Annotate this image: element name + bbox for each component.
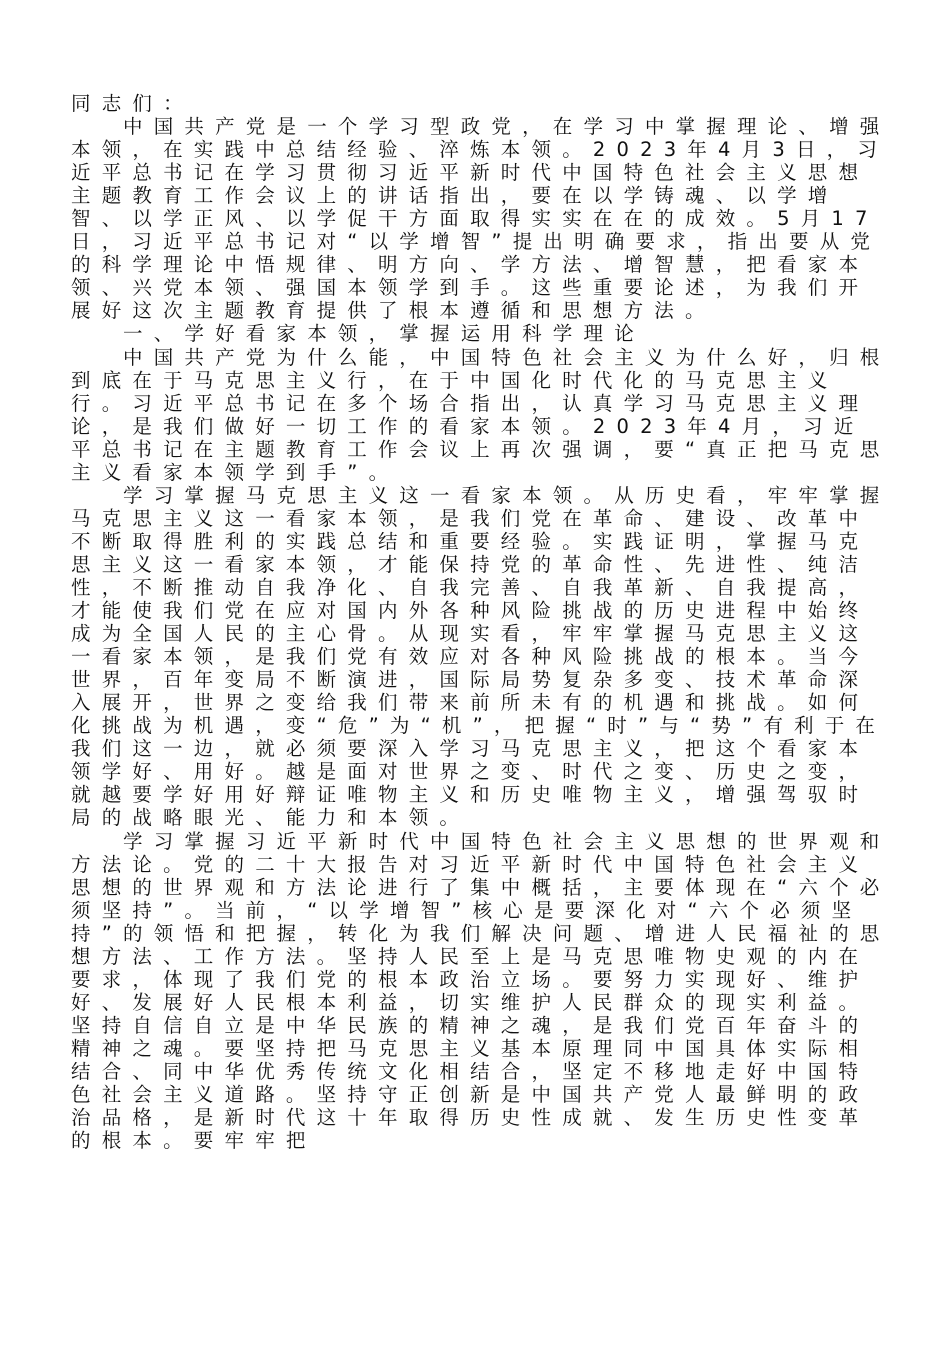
document-page — [71, 92, 893, 1152]
greeting: 同志们： — [71, 92, 194, 115]
paragraph-marxism: 学习掌握马克思主义这一看家本领。从历史看，牢牢掌握马克思主义这一看家本领，是我们党在革命、建设、改革中不断取得胜利的实践总结和重要经验。实践证明，掌握马克思主义这一看家本领，才能保持党的革命性、先进性、纯洁性，不断推动自我净化、自我完善、自我革新、自我提高，才能使我们党在应对国内外各种风险挑战的历史进程中始终成为全国人民的主心骨。从现实看，牢牢掌握马克思主义这一看家本领，是我们党有效应对各种风险挑战的根本。当今世界，百年变局不断演进，国际局势复杂多变、技术革命深入展开，世界之变给我们带来前所未有的机遇和挑战。如何化挑战为机遇，变“危”为“机”，把握“时”与“势”有利于在我们这一边，就必须要深入学习马克思主义，把这个看家本领学好、用好。越是面对世界之变、时代之变、历史之变，就越要学好用好辩证唯物主义和历史唯物主义，增强驾驭时局的战略眼光、能力和本领。 — [71, 483, 891, 830]
paragraph-section1-intro: 中国共产党为什么能，中国特色社会主义为什么好，归根到底在于马克思主义行，在于中国化时代化的马克思主义行。习近平总书记在多个场合指出，认真学习马克思主义理论，是我们做好一切工作的看家本领。2023年4月，习近平总书记在主题教育工作会议上再次强调，要“真正把马克思主义看家本领学到手”。 — [71, 345, 891, 484]
paragraph-intro: 中国共产党是一个学习型政党，在学习中掌握理论、增强本领，在实践中总结经验、淬炼本领。2023年4月3日，习近平总书记在学习贯彻习近平新时代中国特色社会主义思想主题教育工作会议上的讲话指出，要在以学铸魂、以学增智、以学正风、以学促干方面取得实实在在的成效。5月17日，习近平总书记对“以学增智”提出明确要求，指出要从党的科学理论中悟规律、明方向、学方法、增智慧，把看家本领、兴党本领、强国本领学到手。这些重要论述，为我们开展好这次主题教育提供了根本遵循和思想方法。 — [71, 115, 891, 323]
paragraph-worldview: 学习掌握习近平新时代中国特色社会主义思想的世界观和方法论。党的二十大报告对习近平新时代中国特色社会主义思想的世界观和方法论进行了集中概括，主要体现在“六个必须坚持”。当前，“以学增智”核心是要深化对“六个必须坚持”的领悟和把握，转化为我们解决问题、增进人民福祉的思想方法、工作方法。坚持人民至上是马克思唯物史观的内在要求，体现了我们党的根本政治立场。要努力实现好、维护好、发展好人民根本利益，切实维护人民群众的现实利益。坚持自信自立是中华民族的精神之魂，是我们党百年奋斗的精神之魂。要坚持把马克思主义基本原理同中国具体实际相结合、同中华优秀传统文化相结合，坚定不移地走好中国特色社会主义道路。坚持守正创新是中国共产党人最鲜明的政治品格，是新时代这十年取得历史性成就、发生历史性变革的根本。要牢牢把 — [71, 829, 891, 1153]
section-heading-1: 一、学好看家本领，掌握运用科学理论 — [123, 322, 645, 346]
